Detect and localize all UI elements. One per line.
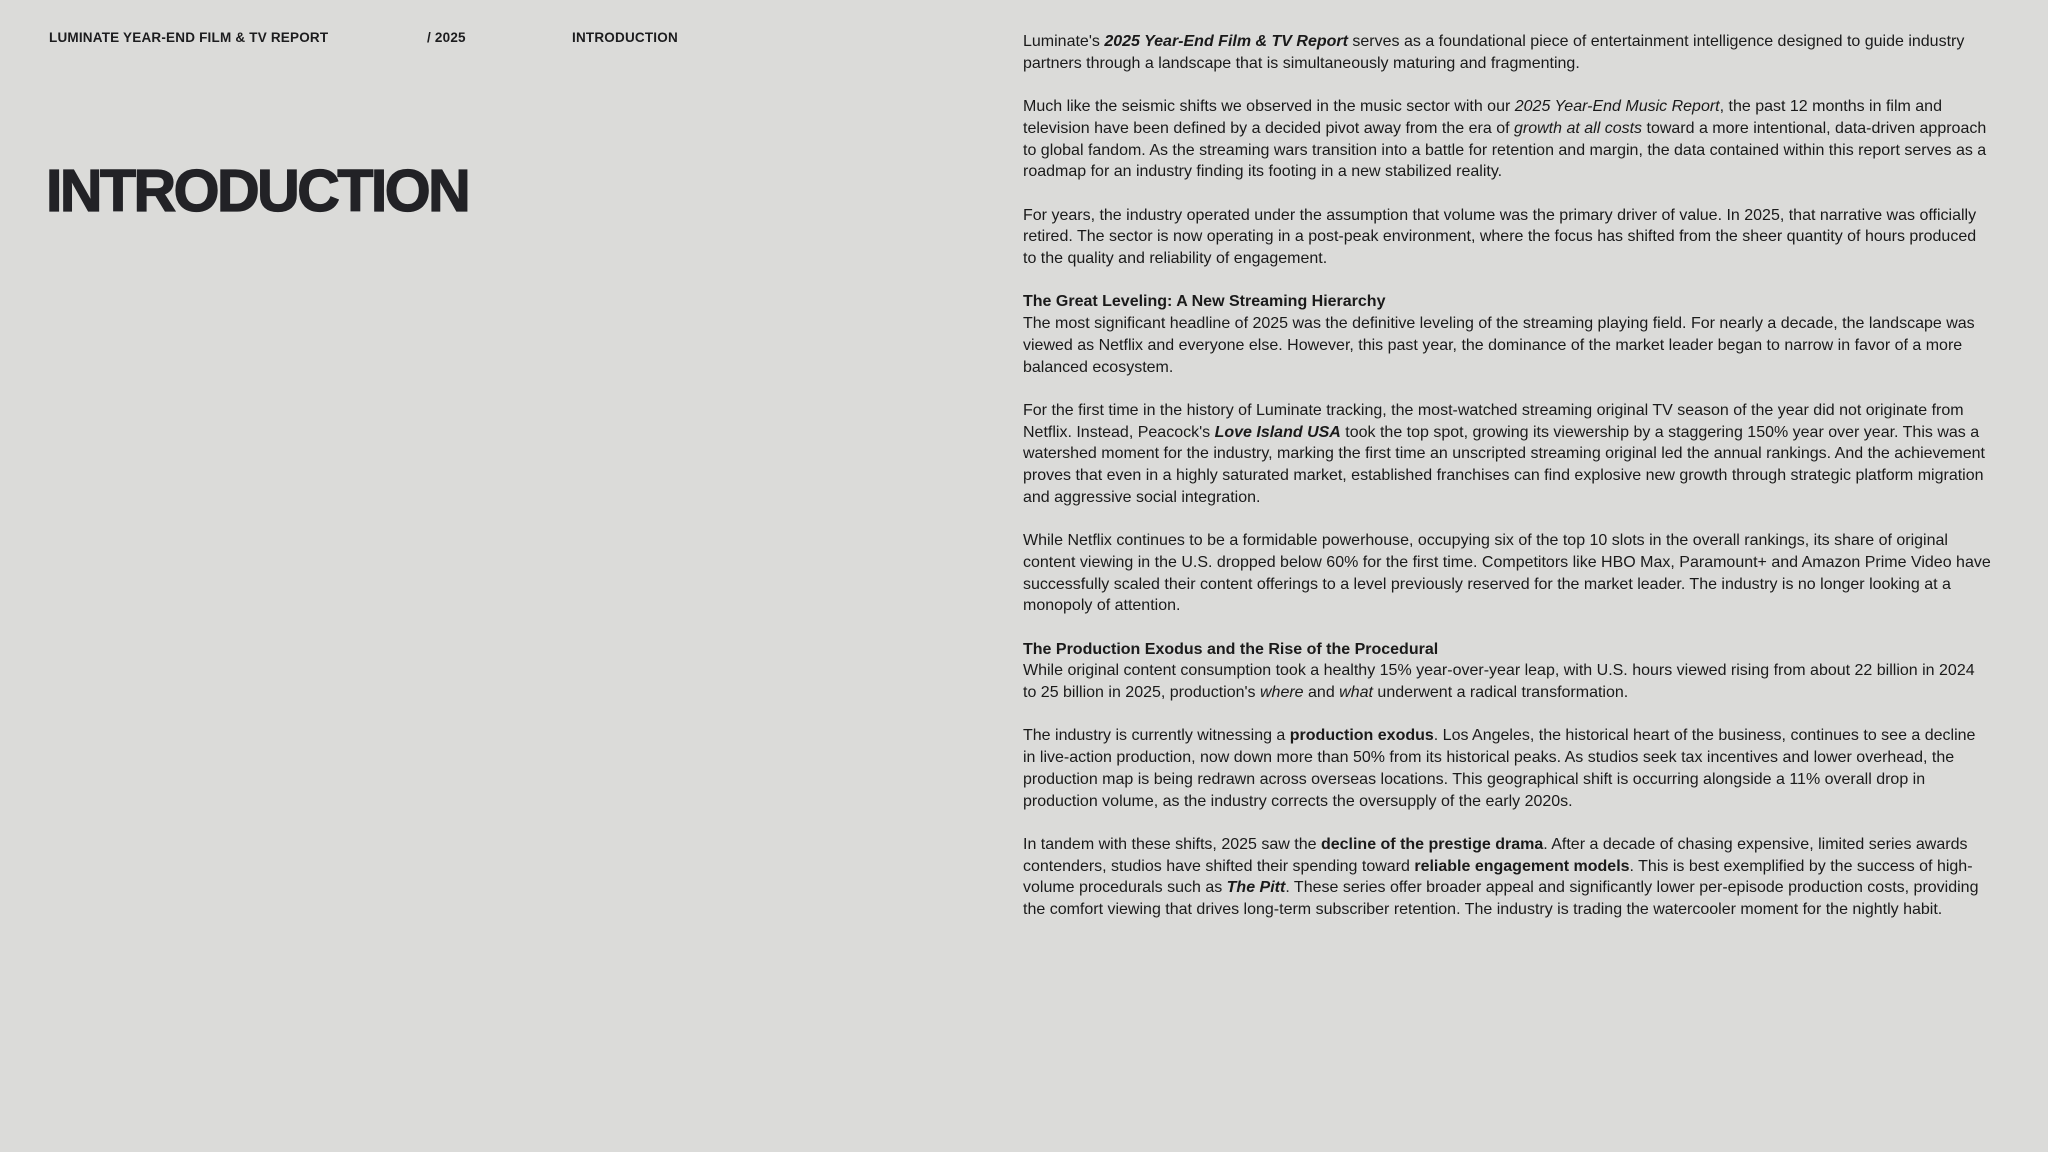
paragraph: For years, the industry operated under the assumption that volume was the primary driver of value. In 2025, that narrative was officially retired. The sector is now operating in a post-peak environment, where the focus has shifted from the sheer quantity of hours produced to the quality and reliability of engagement. [1023, 206, 1977, 267]
paragraph-block [1023, 639, 1991, 704]
paragraph: Luminate's 2025 Year-End Film & TV Report serves as a foundational piece of entertainment intelligence designed to guide industry partners through a landscape that is simultaneously maturing and fragmenting. [1023, 33, 1965, 72]
paragraph: For the first time in the history of Luminate tracking, the most-watched streaming original TV season of the year did not originate from Netflix. Instead, Peacock's Love Island USA took the top spot, growing its viewership by a staggering 150% year over year. This was a watershed moment for the industry, marking the first time an unscripted streaming original led the annual rankings. And the achievement proves that even in a highly saturated market, established franchises can find explosive new growth through strategic platform migration and aggressive social integration. [1023, 401, 1985, 506]
paragraph-block [1023, 291, 1991, 378]
paragraph: In tandem with these shifts, 2025 saw the decline of the prestige drama. After a decade of chasing expensive, limited series awards contenders, studios have shifted their spending toward reliable engagement models. This is best exemplified by the success of high-volume procedurals such as The Pitt. These series offer broader appeal and significantly lower per-episode production costs, providing the comfort viewing that drives long-term subscriber retention. The industry is trading the watercooler moment for the nightly habit. [1023, 835, 1979, 918]
paragraph-block [1023, 834, 1991, 921]
paragraph-block [1023, 530, 1991, 617]
paragraph-block [1023, 400, 1991, 509]
paragraph-block [1023, 31, 1991, 74]
report-title-label: LUMINATE YEAR-END FILM & TV REPORT [49, 30, 329, 45]
section-heading: The Production Exodus and the Rise of the Procedural [1023, 640, 1439, 658]
report-year-label: / 2025 [427, 30, 466, 45]
paragraph: While original content consumption took a healthy 15% year-over-year leap, with U.S. hours viewed rising from about 22 billion in 2024 to 25 billion in 2025, production's where and what underwent a radical transformation. [1023, 662, 1975, 701]
paragraph-block [1023, 725, 1991, 812]
paragraph: While Netflix continues to be a formidable powerhouse, occupying six of the top 10 slots in the overall rankings, its share of original content viewing in the U.S. dropped below 60% for the first time. Competitors like HBO Max, Paramount+ and Amazon Prime Video have successfully scaled their content offerings to a level previously reserved for the market leader. The industry is no longer looking at a monopoly of attention. [1023, 532, 1991, 615]
paragraph-block [1023, 205, 1991, 270]
section-label: INTRODUCTION [572, 30, 678, 45]
page-title: INTRODUCTION [46, 157, 469, 224]
paragraph: The industry is currently witnessing a production exodus. Los Angeles, the historical heart of the business, continues to see a decline in live-action production, now down more than 50% from its historical peaks. As studios seek tax incentives and lower overhead, the production map is being redrawn across overseas locations. This geographical shift is occurring alongside a 11% overall drop in production volume, as the industry corrects the oversupply of the early 2020s. [1023, 727, 1976, 810]
section-heading: The Great Leveling: A New Streaming Hierarchy [1023, 293, 1386, 311]
body-column [1023, 31, 1991, 921]
paragraph: Much like the seismic shifts we observed in the music sector with our 2025 Year-End Music Report, the past 12 months in film and television have been defined by a decided pivot away from the era of growth at all costs toward a more intentional, data-driven approach to global fandom. As the streaming wars transition into a battle for retention and margin, the data contained within this report serves as a roadmap for an industry finding its footing in a new stabilized reality. [1023, 98, 1987, 181]
paragraph-block [1023, 96, 1991, 183]
paragraph: The most significant headline of 2025 was the definitive leveling of the streaming playing field. For nearly a decade, the landscape was viewed as Netflix and everyone else. However, this past year, the dominance of the market leader began to narrow in favor of a more balanced ecosystem. [1023, 315, 1975, 376]
